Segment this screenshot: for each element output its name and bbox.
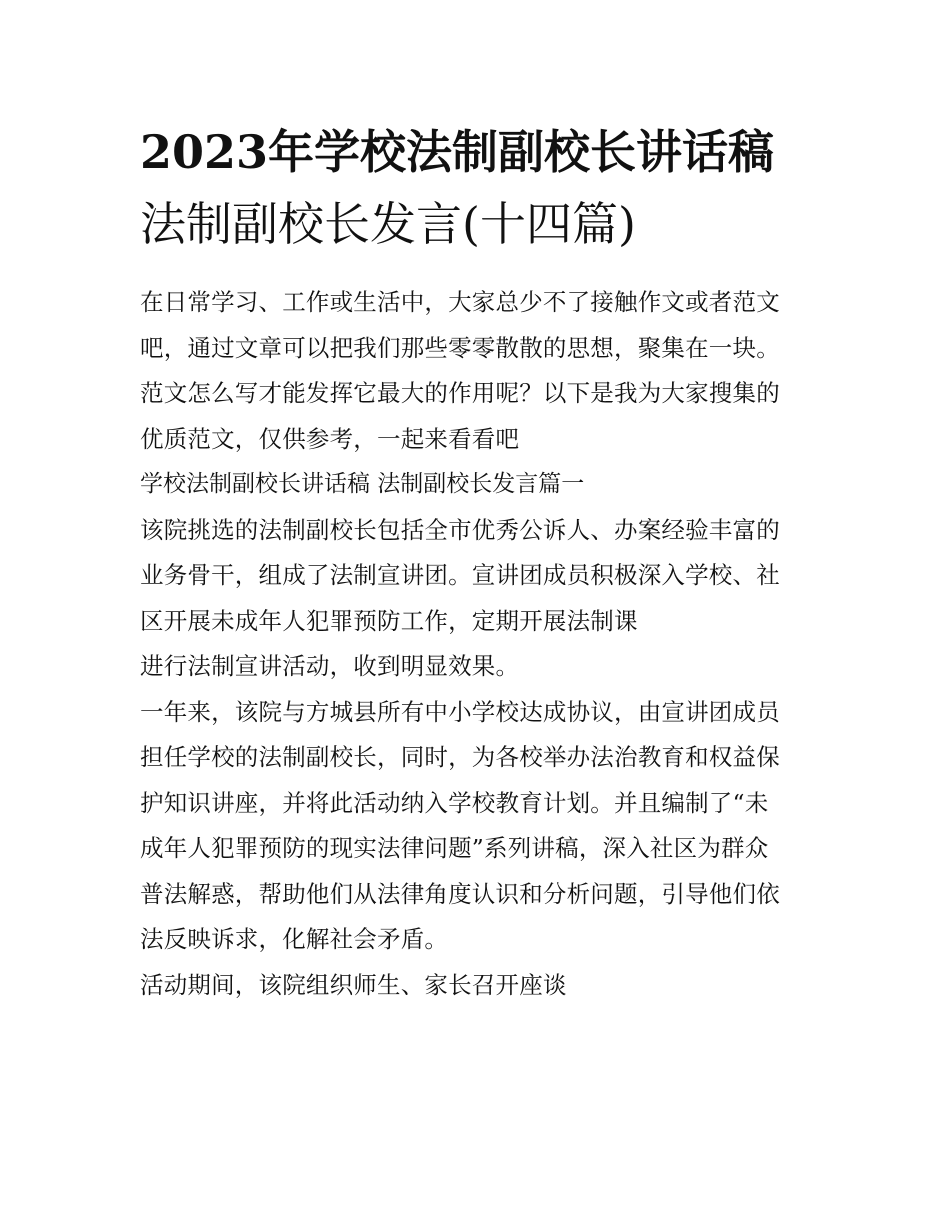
document-title xyxy=(140,116,840,260)
text-line: 法反映诉求，化解社会矛盾。 xyxy=(140,925,449,953)
text-line: 一年来，该院与方城县所有中小学校达成协议，由宣讲团成员 xyxy=(140,697,780,726)
document-body xyxy=(140,280,820,1008)
title-line-2: 法制副校长发言(十四篇) xyxy=(140,197,636,251)
text-line: 该院挑选的法制副校长包括全市优秀公诉人、办案经验丰富的 xyxy=(140,515,780,544)
paragraph-4 xyxy=(140,963,820,1009)
paragraph-3 xyxy=(140,690,820,963)
text-line: 普法解惑，帮助他们从法律角度认识和分析问题，引导他们依 xyxy=(140,879,780,908)
section-heading: 学校法制副校长讲话稿 法制副校长发言篇一 xyxy=(140,471,585,497)
title-line-1: 2023年学校法制副校长讲话稿 xyxy=(140,125,775,179)
paragraph-2 xyxy=(140,644,820,690)
text-line: 在日常学习、工作或生活中，大家总少不了接触作文或者范文 xyxy=(140,288,780,316)
text-line: 成年人犯罪预防的现实法律问题”系列讲稿，深入社区为群众 xyxy=(140,834,769,862)
text-line: 区开展未成年人犯罪预防工作，定期开展法制课 xyxy=(140,606,638,635)
text-line: 进行法制宣讲活动，收到明显效果。 xyxy=(140,652,520,680)
text-line: 吧，通过文章可以把我们那些零零散散的思想，聚集在一块。 xyxy=(140,333,780,362)
paragraph-1 xyxy=(140,508,820,645)
text-line: 范文怎么写才能发挥它最大的作用呢？以下是我为大家搜集的 xyxy=(140,379,780,407)
text-line: 业务骨干，组成了法制宣讲团。宣讲团成员积极深入学校、社 xyxy=(140,561,780,589)
text-line: 优质范文，仅供参考，一起来看看吧 xyxy=(140,424,520,453)
text-line: 活动期间，该院组织师生、家长召开座谈 xyxy=(140,970,567,999)
text-line: 护知识讲座，并将此活动纳入学校教育计划。并且编制了“未 xyxy=(140,788,769,817)
intro-paragraph xyxy=(140,280,820,462)
text-line: 担任学校的法制副校长，同时，为各校举办法治教育和权益保 xyxy=(140,743,780,771)
